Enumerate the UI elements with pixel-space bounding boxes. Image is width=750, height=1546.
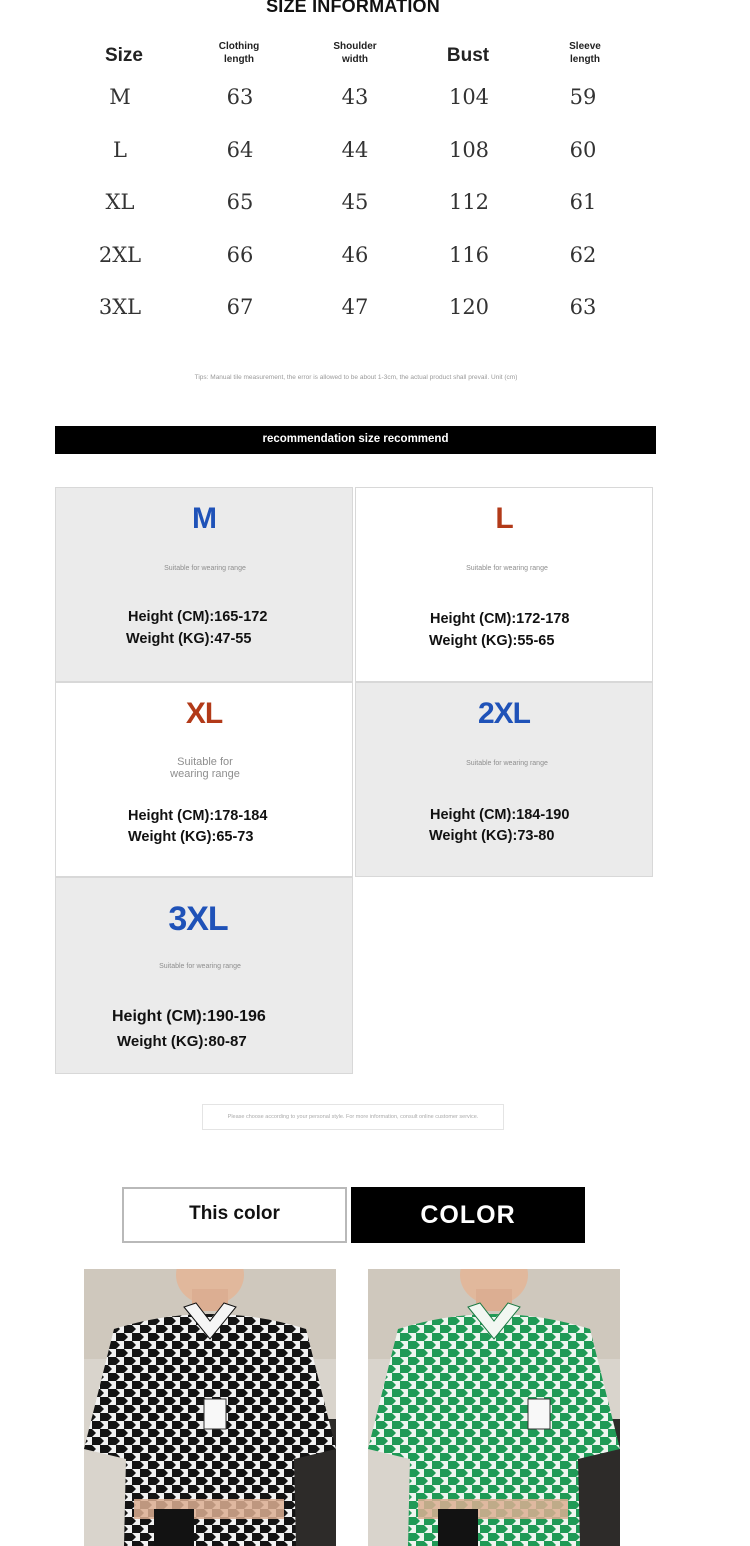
size-card-2xl: [355, 682, 653, 877]
weight-range: Weight (KG):65-73: [128, 829, 254, 845]
size-row-label: 3XL: [98, 295, 142, 319]
height-range: Height (CM):178-184: [128, 808, 268, 824]
product-photo-green-white: [368, 1269, 620, 1546]
size-measurement-cell: 108: [448, 138, 490, 162]
size-row-label: M: [109, 85, 131, 109]
size-measurement-cell: 43: [341, 85, 369, 109]
size-measurement-cell: 104: [448, 85, 490, 109]
suitable-text: Suitable for wearing range: [159, 963, 241, 970]
size-label: M: [192, 502, 216, 535]
suitable-text: Suitable for wearing range: [466, 565, 548, 572]
header-sleeve-length: Sleeve length: [569, 41, 601, 65]
measurement-tips: Tips: Manual tile measurement, the error is allowed to be about 1-3cm, the actual product shall prevail. Unit (cm): [194, 374, 518, 381]
size-measurement-cell: 66: [226, 243, 254, 267]
size-label: L: [495, 502, 513, 535]
size-card-3xl: [55, 877, 353, 1074]
size-card-m: [55, 487, 353, 682]
height-range: Height (CM):184-190: [430, 807, 570, 823]
size-label: XL: [185, 697, 223, 730]
weight-range: Weight (KG):47-55: [126, 631, 252, 647]
size-measurement-cell: 47: [341, 295, 369, 319]
size-measurement-cell: 59: [569, 85, 597, 109]
suitable-text: Suitable for wearing range: [164, 565, 246, 572]
style-note: Please choose according to your personal style. For more information, consult online customer service.: [202, 1104, 504, 1130]
size-measurement-cell: 112: [448, 190, 490, 214]
size-measurement-cell: 67: [226, 295, 254, 319]
shirt-illustration-green: [368, 1269, 620, 1546]
height-range: Height (CM):190-196: [112, 1008, 266, 1025]
size-information-title: SIZE INFORMATION: [266, 0, 440, 16]
weight-range: Weight (KG):80-87: [117, 1033, 247, 1050]
size-card-l: [355, 487, 653, 682]
weight-range: Weight (KG):73-80: [429, 828, 555, 844]
height-range: Height (CM):165-172: [128, 609, 268, 625]
suitable-text: Suitable for wearing range: [170, 756, 240, 780]
color-button[interactable]: COLOR: [351, 1187, 585, 1243]
size-label: 2XL: [477, 697, 531, 730]
size-measurement-cell: 120: [448, 295, 490, 319]
this-color-button[interactable]: This color: [122, 1187, 347, 1243]
header-shoulder-width: Shoulder width: [333, 41, 377, 65]
size-measurement-cell: 61: [569, 190, 597, 214]
size-row-label: L: [113, 138, 127, 162]
size-measurement-cell: 60: [569, 138, 597, 162]
size-measurement-cell: 45: [341, 190, 369, 214]
size-card-xl: [55, 682, 353, 877]
size-label: 3XL: [168, 900, 228, 938]
size-row-label: XL: [105, 190, 135, 214]
size-measurement-cell: 65: [226, 190, 254, 214]
size-measurement-cell: 62: [569, 243, 597, 267]
header-size: Size: [104, 45, 144, 66]
recommendation-title-bar: recommendation size recommend: [55, 426, 656, 454]
size-measurement-cell: 116: [448, 243, 490, 267]
height-range: Height (CM):172-178: [430, 611, 570, 627]
size-measurement-cell: 63: [226, 85, 254, 109]
size-measurement-cell: 63: [569, 295, 597, 319]
size-measurement-cell: 46: [341, 243, 369, 267]
suitable-text: Suitable for wearing range: [466, 760, 548, 767]
product-photo-black-white: [84, 1269, 336, 1546]
shirt-illustration-black: [84, 1269, 336, 1546]
header-bust: Bust: [446, 45, 490, 66]
size-row-label: 2XL: [98, 243, 142, 267]
size-measurement-cell: 64: [226, 138, 254, 162]
header-clothing-length: Clothing length: [218, 41, 260, 65]
size-measurement-cell: 44: [341, 138, 369, 162]
weight-range: Weight (KG):55-65: [429, 633, 555, 649]
